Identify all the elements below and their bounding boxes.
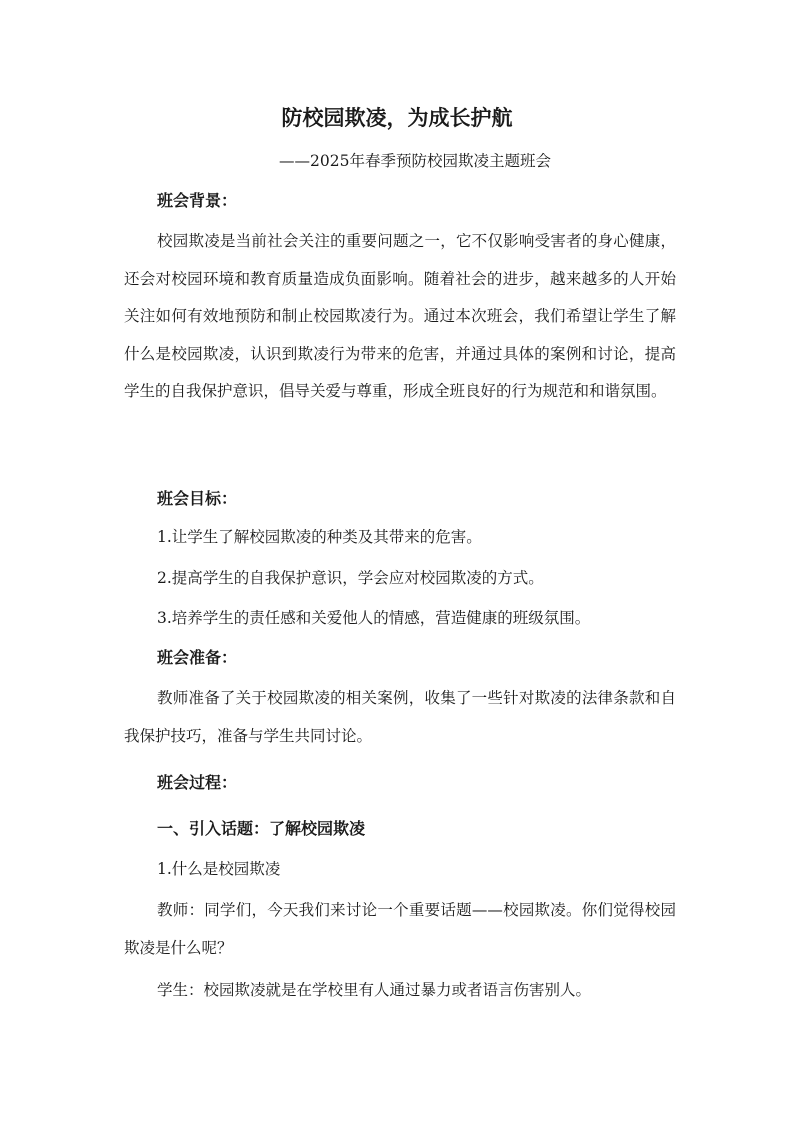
background-paragraph: 校园欺凌是当前社会关注的重要问题之一，它不仅影响受害者的身心健康，还会对校园环境和教育质量造成负面影响。随着社会的进步，越来越多的人开始关注如何有效地预防和制止校园欺凌行为。通过本次班会，我们希望让学生了解什么是校园欺凌，认识到欺凌行为带来的危害，并通过具体的案例和讨论，提高学生的自我保护意识，倡导关爱与尊重，形成全班良好的行为规范和和谐氛围。 xyxy=(124,232,676,400)
background-heading: 班会背景： xyxy=(157,191,238,210)
goals-heading: 班会目标： xyxy=(157,489,238,508)
document-subtitle: ——2025年春季预防校园欺凌主题班会 xyxy=(279,152,551,170)
preparation-heading: 班会准备： xyxy=(157,648,238,667)
preparation-paragraph: 教师准备了关于校园欺凌的相关案例，收集了一些针对欺凌的法律条款和自我保护技巧，准备与学生共同讨论。 xyxy=(124,689,676,745)
student-dialogue: 学生：校园欺凌就是在学校里有人通过暴力或者语言伤害别人。 xyxy=(157,981,592,999)
goal-item-2: 2.提高学生的自我保护意识，学会应对校园欺凌的方式。 xyxy=(157,569,544,587)
process-heading: 班会过程： xyxy=(157,773,238,792)
section-1-heading: 一、引入话题：了解校园欺凌 xyxy=(157,819,366,838)
goal-item-3: 3.培养学生的责任感和关爱他人的情感，营造健康的班级氛围。 xyxy=(157,609,591,627)
process-item-1: 1.什么是校园欺凌 xyxy=(157,860,281,878)
document-title: 防校园欺凌，为成长护航 xyxy=(281,106,513,130)
teacher-dialogue: 教师：同学们，今天我们来讨论一个重要话题——校园欺凌。你们觉得校园欺凌是什么呢？ xyxy=(124,901,676,957)
goal-item-1: 1.让学生了解校园欺凌的种类及其带来的危害。 xyxy=(157,528,482,546)
